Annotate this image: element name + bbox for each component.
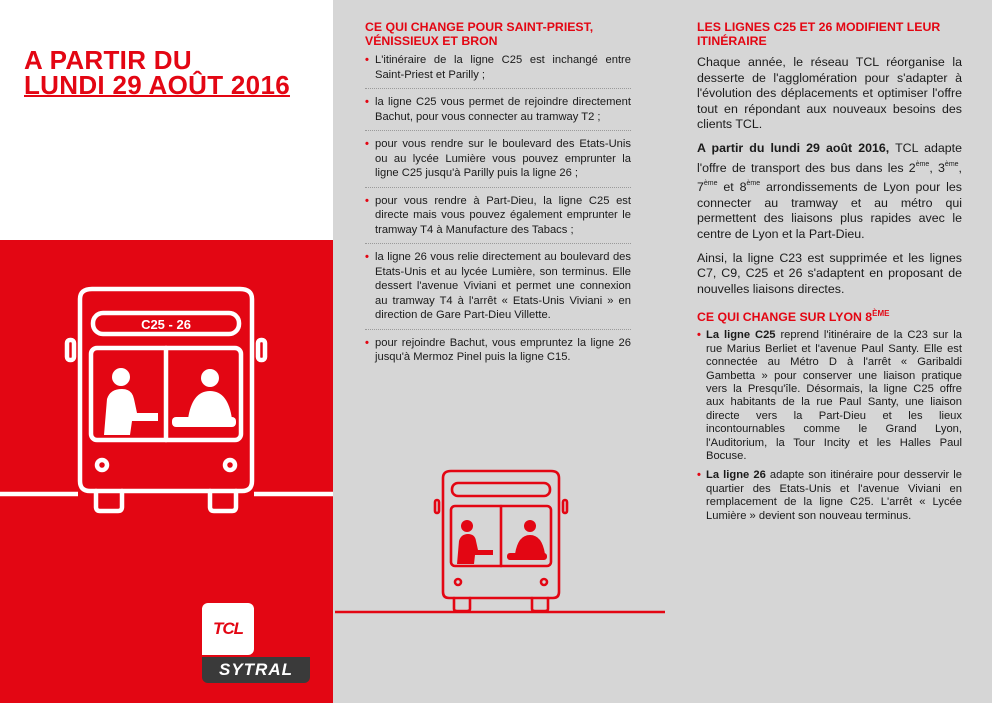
tcl-logo: TCL — [202, 603, 254, 655]
headline-line-3: DU NOUVEAU A — [24, 95, 228, 125]
passenger-figure — [172, 369, 236, 427]
intro-paragraph: Chaque année, le réseau TCL réorganise la desserte de l'agglomération pour s'adapter à l'évolution des déplacements et optimiser l'offre tout en répondant aux nouveaux besoins des clients TCL. — [697, 55, 962, 132]
driver-figure — [104, 368, 158, 435]
saint-priest-title: CE QUI CHANGE POUR SAINT-PRIEST, VÉNISSIEUX ET BRON — [365, 20, 594, 48]
list-item: • la ligne 26 vous relie directement au boulevard des Etats-Unis et au lycée Lumière, son terminus. Elle dessert l'avenue Viviani et permet une connexion au tramway T4 à l'arrêt « Etats-Unis Viviani » en direction de Gare Part-Dieu Villette. — [365, 250, 631, 330]
headline-line-2: LUNDI 29 AOÛT 2016 — [24, 70, 290, 100]
lyon-section — [697, 20, 962, 529]
headline-line-1: A PARTIR DU — [24, 45, 192, 75]
cover-panel — [0, 0, 333, 703]
destination-sign: C25 - 26 — [141, 317, 191, 332]
list-item: • pour rejoindre Bachut, vous empruntez la ligne 26 jusqu'à Mermoz Pinel puis la ligne C15. — [365, 336, 631, 371]
list-item: • La ligne C25 reprend l'itinéraire de la C23 sur la rue Marius Berliet et l'avenue Paul Santy. Elle est connectée au Métro D à l'arrêt « Garibaldi Gambetta » pour conserver une liaison pratique vers la Presqu'île. Désormais, la ligne C25 offre aux habitants de la rue Paul Santy, une liaison directe vers la Part-Dieu et les lieux incontournables comme le Grand Lyon, l'Auditorium, la Tour Incity et les Halles Paul Bocuse. — [697, 329, 962, 463]
bus-illustration — [0, 285, 333, 525]
small-bus-illustration — [335, 468, 665, 618]
list-item: • L'itinéraire de la ligne C25 est inchangé entre Saint-Priest et Parilly ; — [365, 53, 631, 89]
c23-paragraph: Ainsi, la ligne C23 est supprimée et les lignes C7, C9, C25 et 26 s'adaptent en proposant de nouvelles liaisons directes. — [697, 250, 962, 296]
headline-line-5: BRON ET SAINT-PRIEST — [24, 176, 238, 231]
lyon-8-list — [697, 329, 962, 523]
sytral-logo: SYTRAL — [202, 657, 310, 683]
headline-line-4: LYON 8ÈME, VENISSIEUX, — [24, 126, 191, 181]
date-paragraph: A partir du lundi 29 août 2016, TCL adapte l'offre de transport des bus dans les 2ème, 3ème, 7ème et 8ème arrondissements de Lyon pour les connecter au tramway et au métro qui permettent des liaisons plus rapides avec le centre de Lyon et la Part-Dieu. — [697, 140, 962, 241]
list-item: • pour vous rendre sur le boulevard des Etats-Unis ou au lycée Lumière vous pouvez emprunter la ligne C25 jusqu'à Parilly puis la ligne 26 ; — [365, 137, 631, 188]
route-change-title: LES LIGNES C25 ET 26 MODIFIENT LEUR ITINÉRAIRE — [697, 20, 941, 48]
saint-priest-list — [365, 53, 631, 371]
list-item: • la ligne C25 vous permet de rejoindre directement Bachut, pour vous connecter au tramway T2 ; — [365, 95, 631, 131]
list-item: • pour vous rendre à Part-Dieu, la ligne C25 est directe mais vous pouvez également emprunter le tramway T4 à Manufacture des Tabacs ; — [365, 194, 631, 245]
list-item: • La ligne 26 adapte son itinéraire pour desservir le quartier des Etats-Unis et l'avenue Viviani en remplacement de la ligne C25. L'arrêt « Lycée Lumière » devient son nouveau terminus. — [697, 469, 962, 523]
headline — [24, 45, 324, 231]
logos — [202, 603, 310, 685]
saint-priest-section — [365, 20, 631, 377]
lyon-8-title: CE QUI CHANGE SUR LYON 8ÈME — [697, 309, 890, 325]
